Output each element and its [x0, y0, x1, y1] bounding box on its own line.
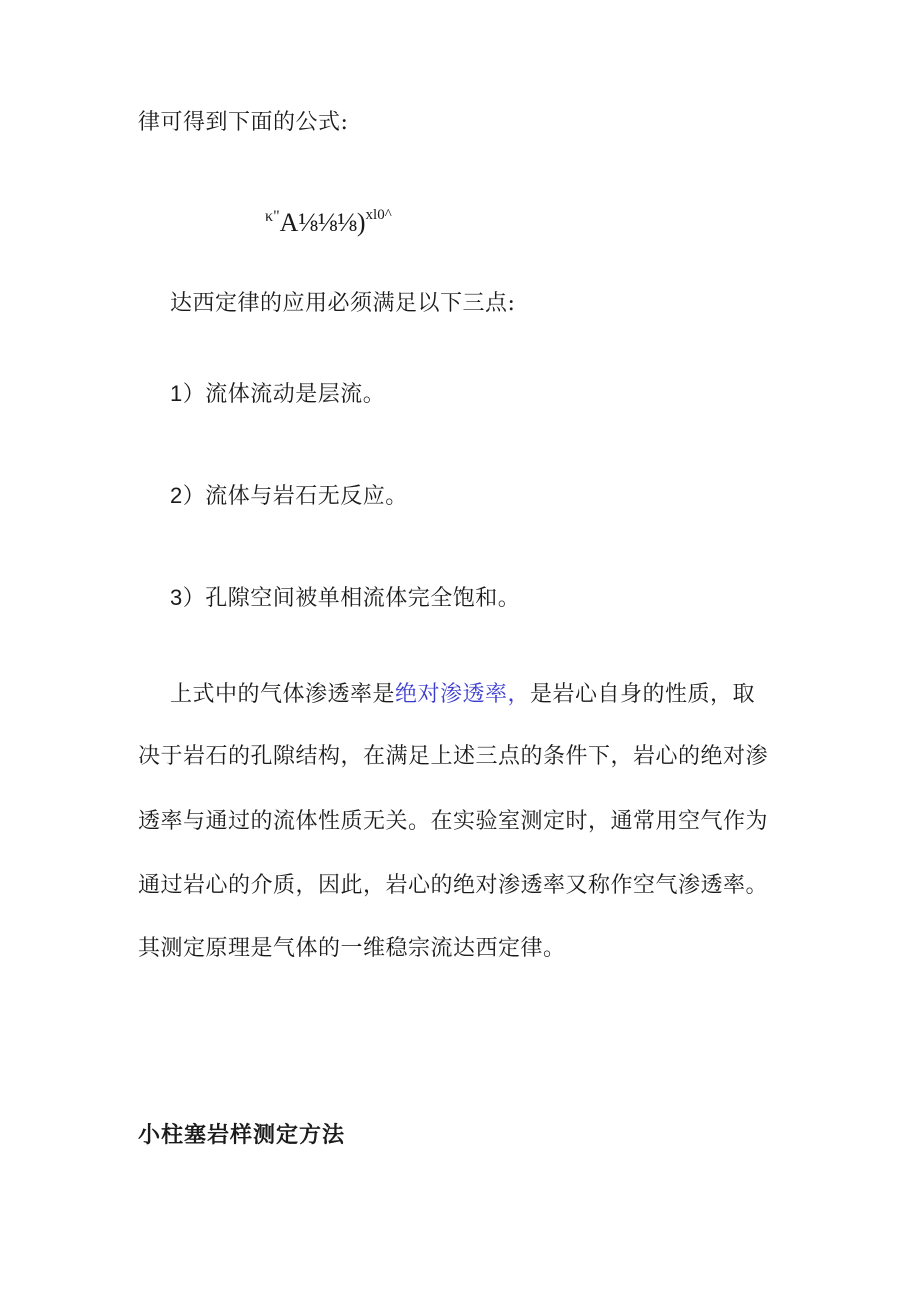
condition-number: 2 — [170, 483, 183, 508]
condition-text: ）孔隙空间被单相流体完全饱和。 — [182, 586, 521, 611]
condition-text: ）流体流动是层流。 — [182, 382, 386, 407]
paragraph-text: 上式中的气体渗透率是 — [170, 682, 396, 707]
condition-item — [170, 481, 408, 512]
intro-line: 律可得到下面的公式: — [138, 110, 349, 135]
paragraph-line-2: 决于岩石的孔隙结构，在满足上述三点的条件下，岩心的绝对渗 — [138, 744, 769, 769]
condition-number: 1 — [170, 381, 183, 406]
formula-main: A⅛⅛⅛) — [279, 208, 366, 237]
condition-text: ）流体与岩石无反应。 — [182, 484, 408, 509]
paragraph-line-5: 其测定原理是气体的一维稳宗流达西定律。 — [138, 936, 566, 961]
formula-prefix: κ" — [265, 208, 280, 225]
paragraph-line-1 — [170, 680, 755, 710]
permeability-formula — [265, 200, 392, 240]
paragraph-line-3: 透率与通过的流体性质无关。在实验室测定时，通常用空气作为 — [138, 809, 769, 834]
condition-number: 3 — [170, 585, 183, 610]
paragraph-line-4: 通过岩心的介质，因此，岩心的绝对渗透率又称作空气渗透率。 — [138, 873, 769, 898]
absolute-permeability-link[interactable]: 绝对渗透率， — [395, 682, 531, 707]
formula-superscript: xl0^ — [365, 207, 392, 223]
conditions-intro: 达西定律的应用必须满足以下三点: — [170, 291, 516, 316]
condition-item — [170, 583, 520, 614]
paragraph-text: 是岩心自身的性质，取 — [530, 682, 756, 707]
condition-item — [170, 379, 385, 410]
section-heading: 小柱塞岩样测定方法 — [138, 1123, 346, 1148]
